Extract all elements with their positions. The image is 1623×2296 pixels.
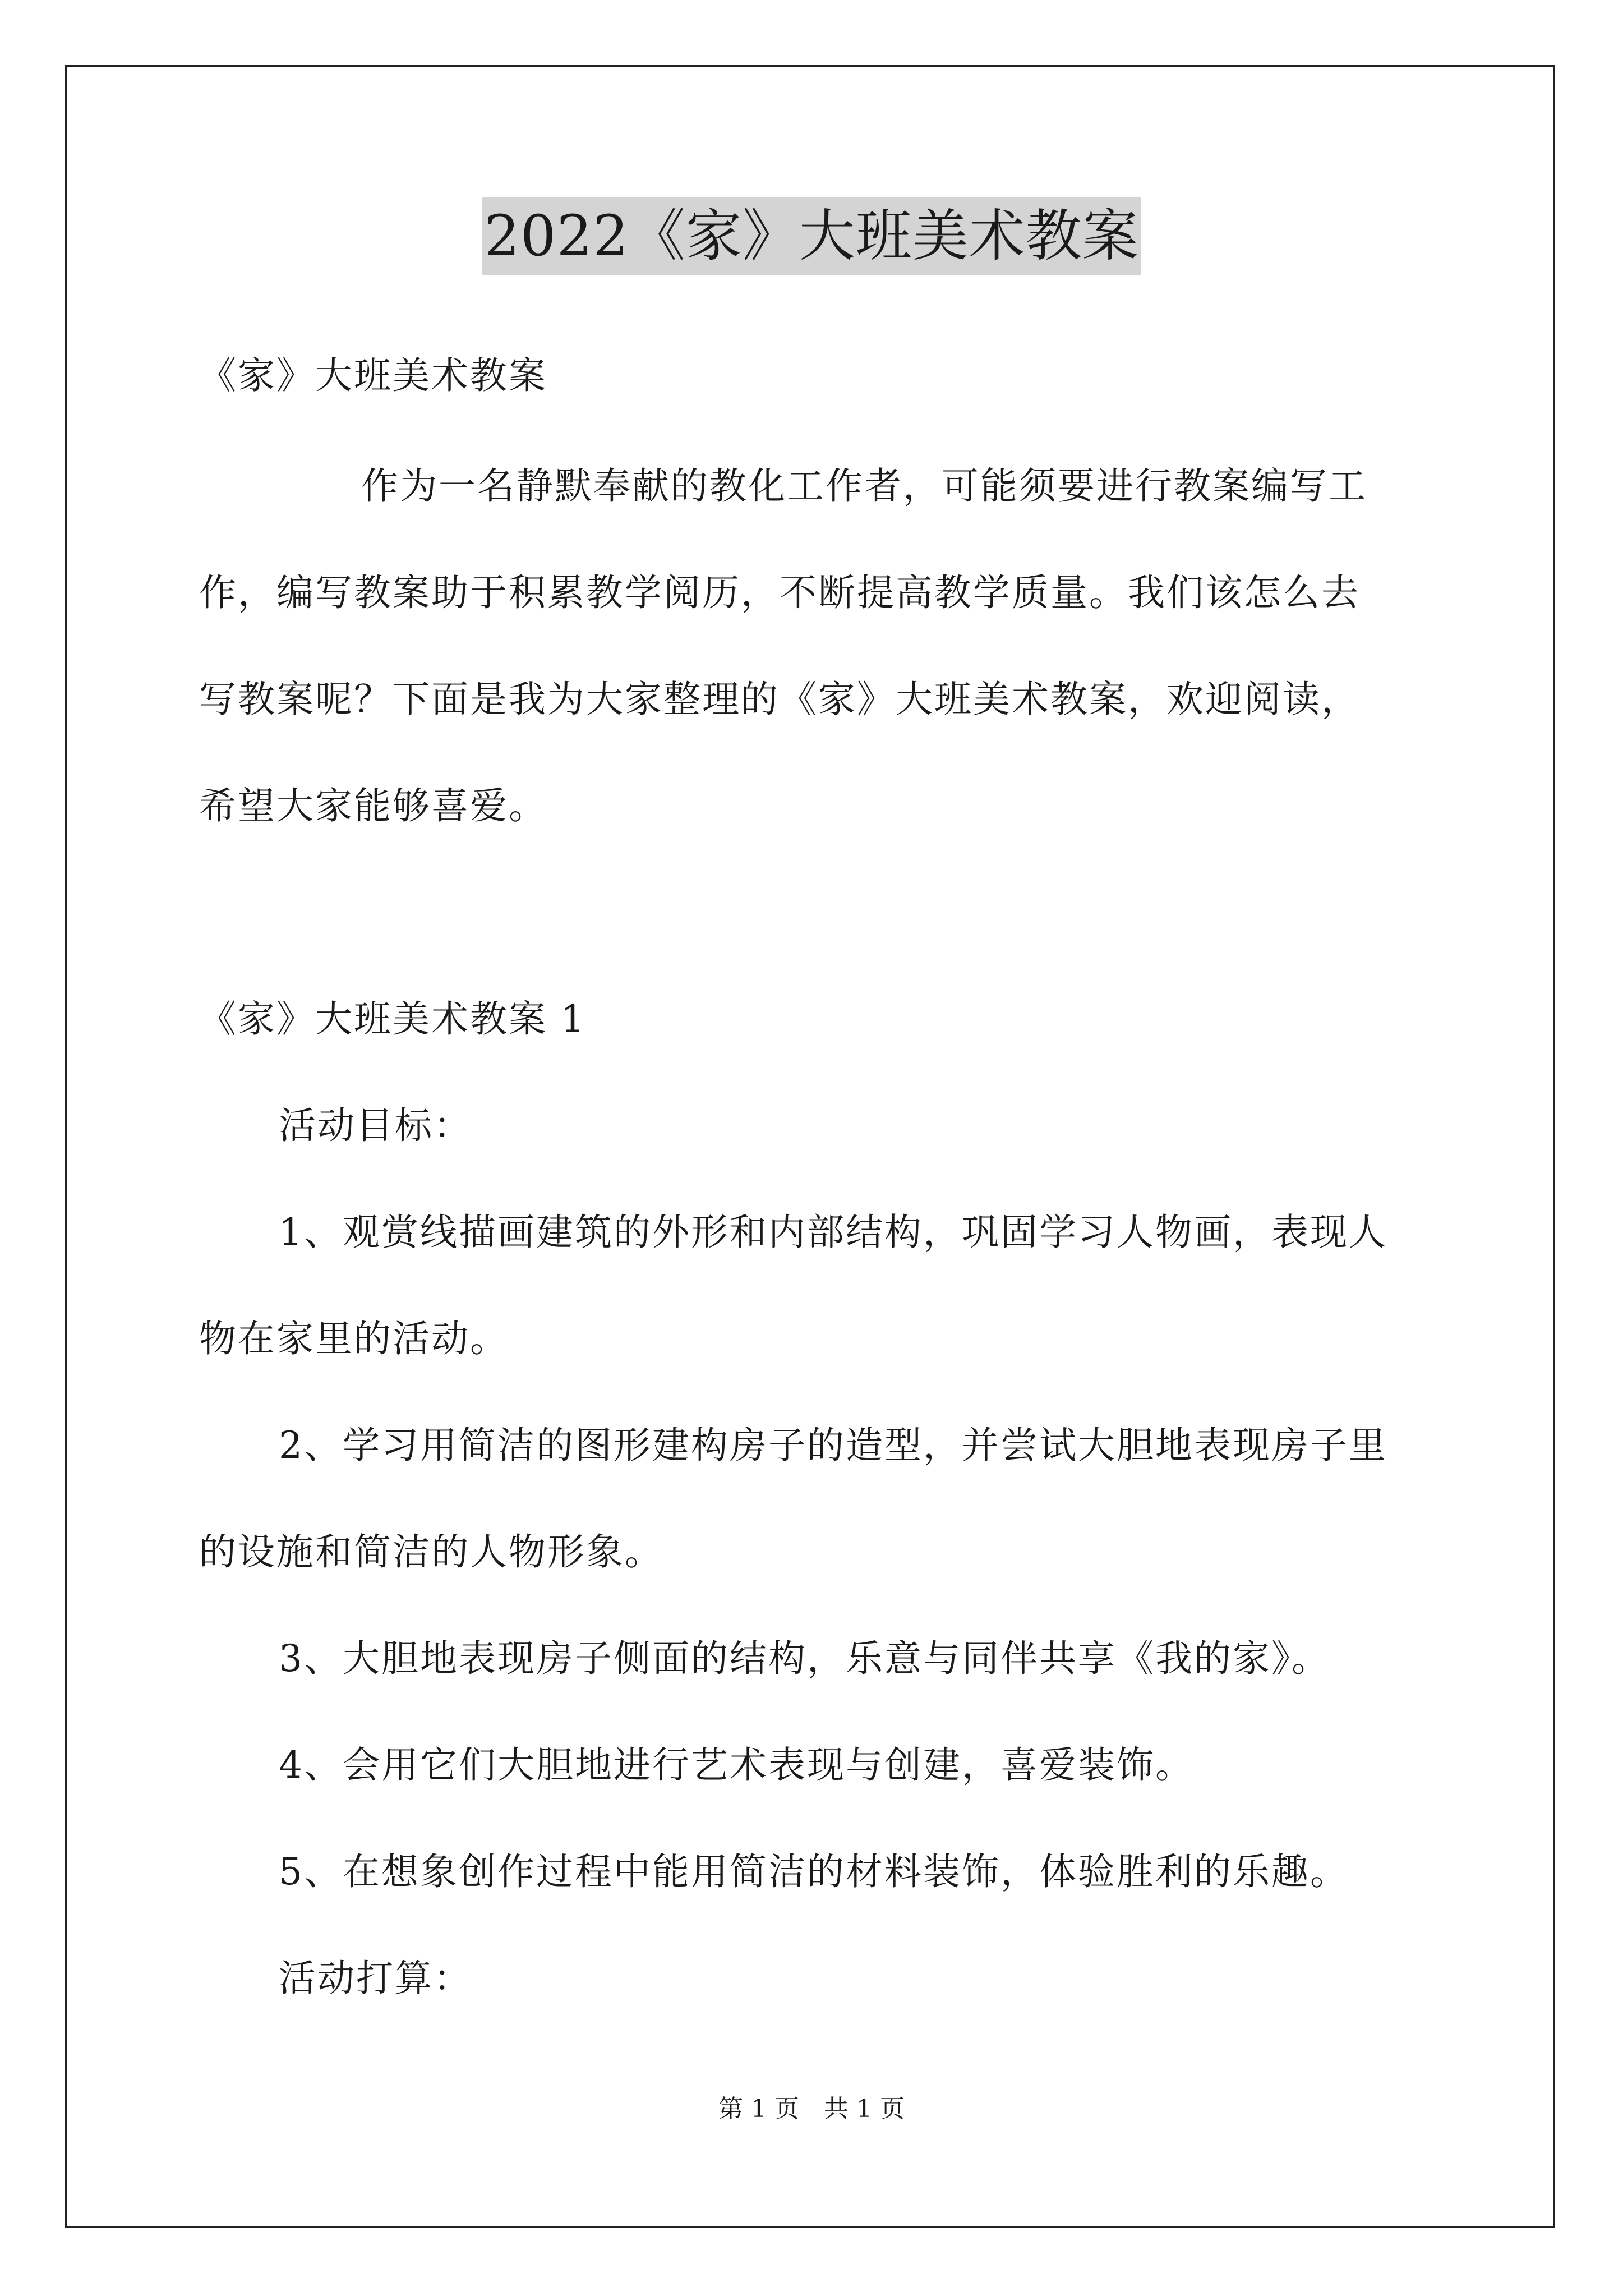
goal-line-3: 2、学习用简洁的图形建构房子的造型，并尝试大胆地表现房子里 [279,1424,1387,1467]
document-subtitle: 《家》大班美术教案 [199,354,547,397]
intro-line-1: 作为一名静默奉献的教化工作者，可能须要进行教案编写工 [361,464,1367,508]
prep-heading: 活动打算： [279,1957,472,2000]
goal-line-5: 3、大胆地表现房子侧面的结构，乐意与同伴共享《我的家》。 [279,1637,1330,1680]
goal-line-7: 5、在想象创作过程中能用简洁的材料装饰，体验胜利的乐趣。 [279,1850,1349,1893]
goal-line-1: 1、观赏线描画建筑的外形和内部结构，巩固学习人物画，表现人 [279,1211,1387,1254]
title-container [0,197,1623,275]
page-footer: 第 1 页 共 1 页 [718,2095,905,2123]
document-title: 2022《家》大班美术教案 [482,197,1141,275]
intro-line-2: 作，编写教案助于积累教学阅历，不断提高教学质量。我们该怎么去 [199,571,1360,614]
goal-line-2: 物在家里的活动。 [199,1317,509,1360]
goals-heading: 活动目标： [279,1104,472,1147]
intro-line-3: 写教案呢？下面是我为大家整理的《家》大班美术教案，欢迎阅读， [199,678,1360,721]
intro-line-4: 希望大家能够喜爱。 [199,784,547,827]
goal-line-4: 的设施和简洁的人物形象。 [199,1530,663,1573]
section-heading: 《家》大班美术教案 1 [199,997,586,1041]
goal-line-6: 4、会用它们大胆地进行艺术表现与创建，喜爱装饰。 [279,1743,1194,1787]
